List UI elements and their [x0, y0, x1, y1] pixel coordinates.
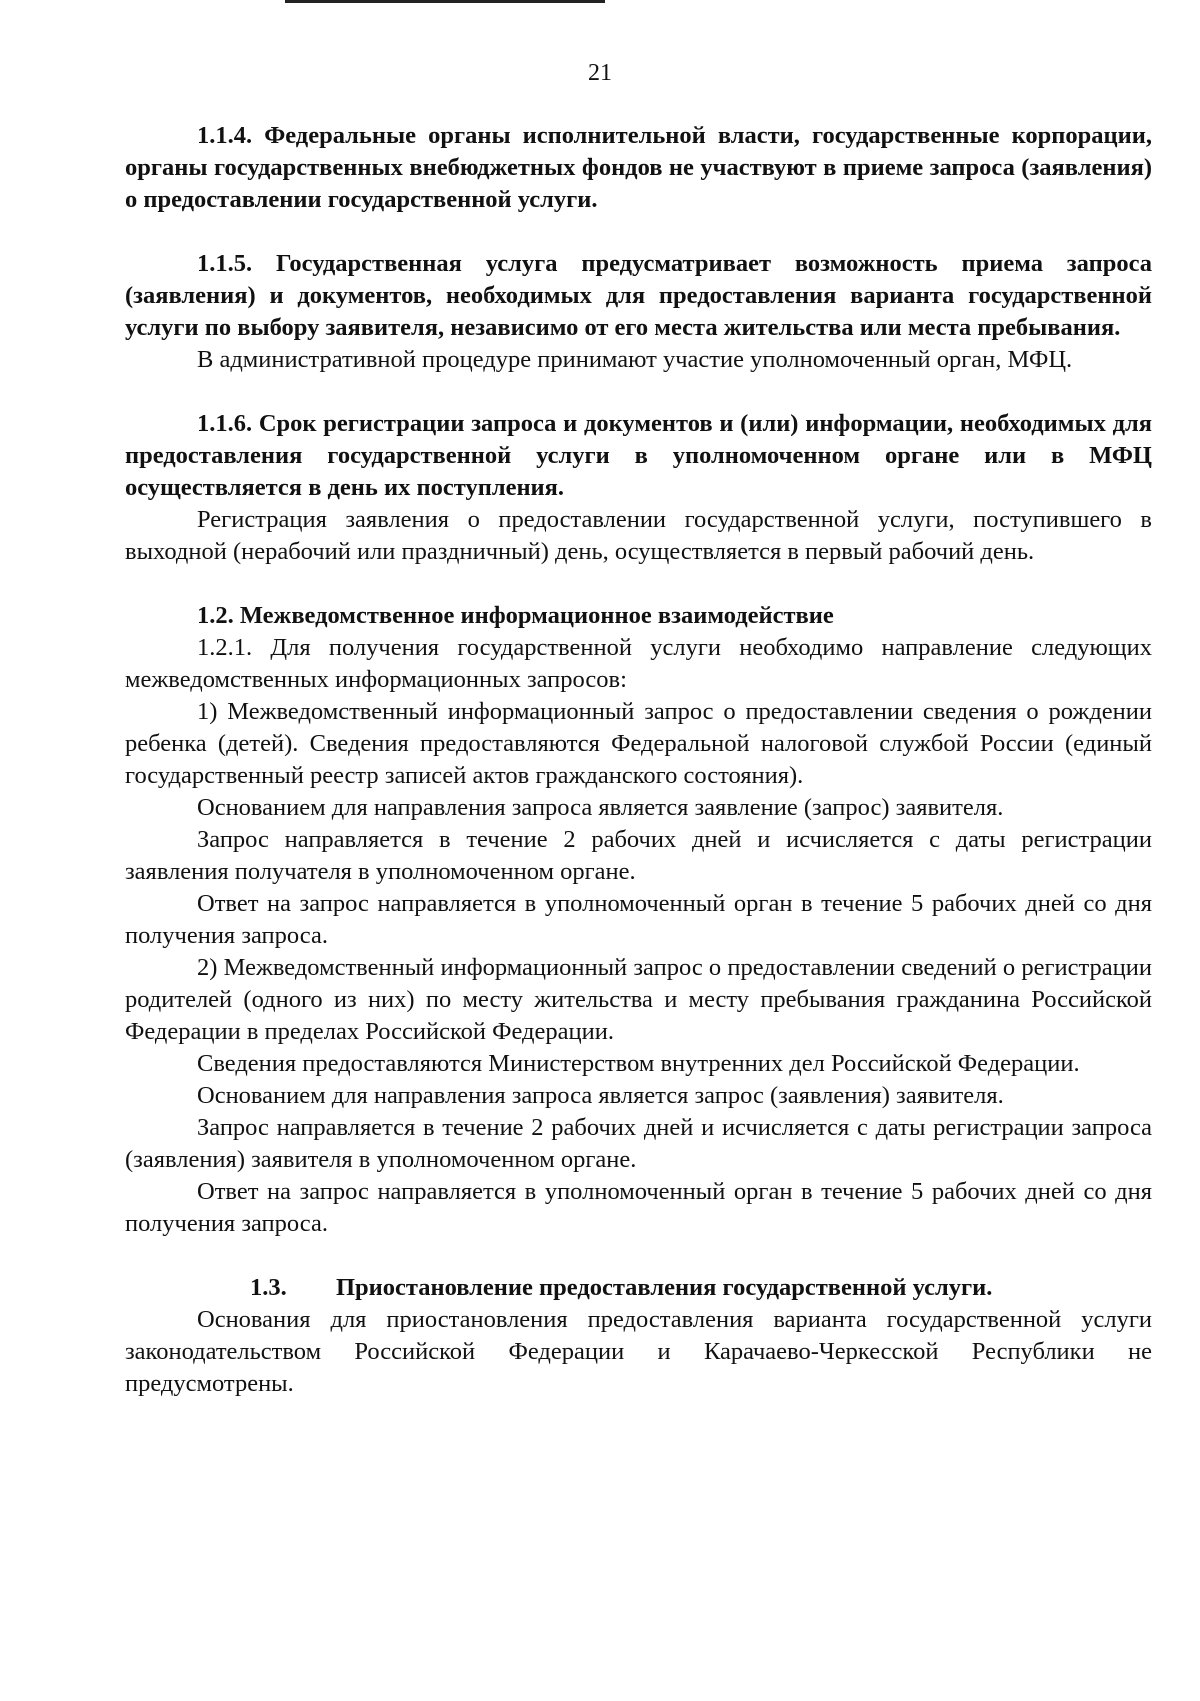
top-rule [285, 0, 605, 3]
document-body [125, 120, 1152, 1400]
section-1-2-heading: 1.2. Межведомственное информационное взаимодействие [197, 602, 834, 629]
spacer [125, 376, 1152, 408]
section-1-3-title: Приостановление предоставления государственной услуги. [336, 1274, 993, 1301]
section-1-2-paragraph: Ответ на запрос направляется в уполномоченный орган в течение 5 рабочих дней со дня получения запроса. [125, 890, 1152, 949]
section-1-2-paragraph: Ответ на запрос направляется в уполномоченный орган в течение 5 рабочих дней со дня получения запроса. [125, 1178, 1152, 1237]
section-1-1-4: 1.1.4. Федеральные органы исполнительной власти, государственные корпорации, органы государственных внебюджетных фондов не участвуют в приеме запроса (заявления) о предоставлении государственной услуги. [125, 122, 1152, 213]
spacer [125, 568, 1152, 600]
section-1-2-paragraph: Запрос направляется в течение 2 рабочих дней и исчисляется с даты регистрации заявления получателя в уполномоченном органе. [125, 826, 1152, 885]
page-number: 21 [588, 60, 612, 86]
section-1-3-number: 1.3. [250, 1274, 287, 1301]
section-1-2-paragraph: Сведения предоставляются Министерством внутренних дел Российской Федерации. [197, 1050, 1080, 1077]
section-1-3-paragraph: Основания для приостановления предоставления варианта государственной услуги законодательством Российской Федерации и Карачаево-Черкесской Республики не предусмотрены. [125, 1306, 1152, 1397]
section-1-3-heading [125, 1272, 1152, 1304]
section-1-1-5-heading: 1.1.5. Государственная услуга предусматривает возможность приема запроса (заявления) и документов, необходимых для предоставления варианта государственной услуги по выбору заявителя, независимо от его места жительства или места пребывания. [125, 250, 1152, 341]
spacer [125, 1240, 1152, 1272]
section-1-1-6-heading: 1.1.6. Срок регистрации запроса и документов и (или) информации, необходимых для предоставления государственной услуги в уполномоченном органе или в МФЦ осуществляется в день их поступления. [125, 410, 1152, 501]
spacer [125, 216, 1152, 248]
section-1-2-paragraph: Основанием для направления запроса является запрос (заявления) заявителя. [197, 1082, 1004, 1109]
section-1-1-5-paragraph: В административной процедуре принимают участие уполномоченный орган, МФЦ. [197, 346, 1073, 373]
section-1-2-paragraph: 1) Межведомственный информационный запрос о предоставлении сведения о рождении ребенка (детей). Сведения предоставляются Федеральной налоговой службой России (единый государственный реестр записей актов гражданского состояния). [125, 698, 1152, 789]
section-1-1-6-paragraph: Регистрация заявления о предоставлении государственной услуги, поступившего в выходной (нерабочий или праздничный) день, осуществляется в первый рабочий день. [125, 506, 1152, 565]
section-1-2-paragraph: 2) Межведомственный информационный запрос о предоставлении сведений о регистрации родителей (одного из них) по месту жительства и месту пребывания гражданина Российской Федерации в пределах Российской Федерации. [125, 954, 1152, 1045]
section-1-2-paragraph: Запрос направляется в течение 2 рабочих дней и исчисляется с даты регистрации запроса (заявления) заявителя в уполномоченном органе. [125, 1114, 1152, 1173]
section-1-2-paragraph: Основанием для направления запроса является заявление (запрос) заявителя. [197, 794, 1004, 821]
section-1-2-paragraph: 1.2.1. Для получения государственной услуги необходимо направление следующих межведомственных информационных запросов: [125, 634, 1152, 693]
